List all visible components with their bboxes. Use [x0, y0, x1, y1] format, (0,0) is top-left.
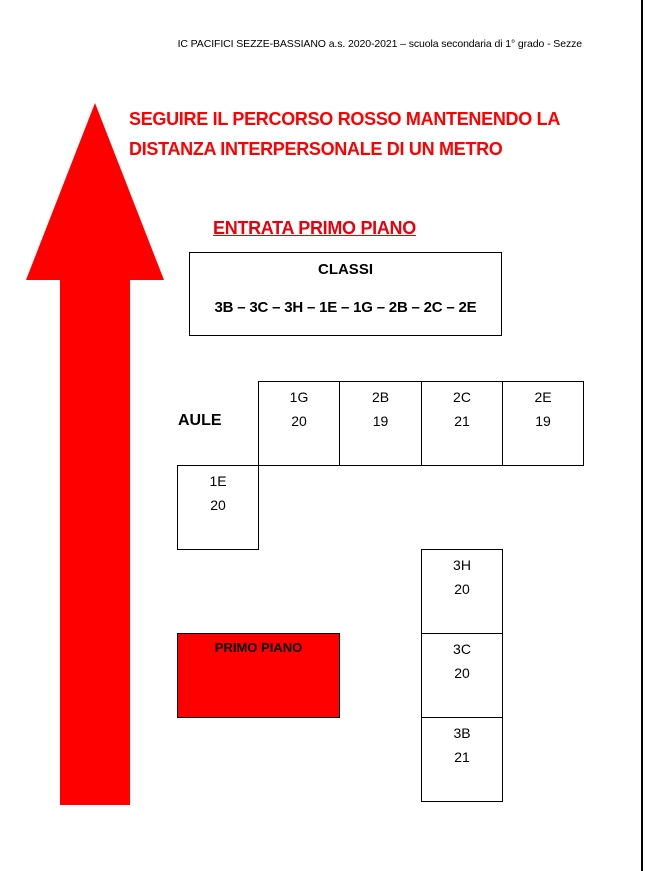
classes-box: [189, 252, 502, 336]
route-instructions: [129, 104, 599, 164]
room-count: 20: [454, 665, 470, 681]
room-count: 21: [454, 749, 470, 765]
page-right-border: [641, 0, 643, 871]
room-name: 2E: [534, 389, 552, 405]
room-count: 20: [210, 497, 226, 513]
room-name: 3B: [453, 725, 471, 741]
first-floor-label: PRIMO PIANO: [214, 640, 303, 655]
room-name: 3H: [453, 557, 471, 573]
room-name: 3C: [453, 641, 471, 657]
room-3c: [421, 633, 503, 718]
room-1g: [258, 381, 340, 466]
room-3b: [421, 717, 503, 802]
room-1e: [177, 465, 259, 550]
room-count: 19: [372, 413, 389, 429]
instructions-line-2: DISTANZA INTERPERSONALE DI UN METRO: [129, 139, 503, 159]
room-name: 1E: [209, 473, 227, 489]
room-count: 21: [454, 413, 470, 429]
room-3h: [421, 549, 503, 634]
rooms-label: AULE: [178, 412, 222, 429]
room-count: 20: [291, 413, 307, 429]
room-2c: [421, 381, 503, 466]
first-floor-block: [177, 633, 340, 718]
red-up-arrow-icon: [25, 103, 165, 808]
entry-title: ENTRATA PRIMO PIANO: [213, 218, 416, 238]
room-name: 2B: [371, 389, 390, 405]
room-name: 1G: [289, 389, 309, 405]
room-name: 2C: [453, 389, 471, 405]
classes-list: 3B – 3C – 3H – 1E – 1G – 2B – 2C – 2E: [214, 299, 477, 316]
room-2b: [339, 381, 422, 466]
classes-title: CLASSI: [317, 261, 373, 278]
room-count: 19: [535, 413, 551, 429]
room-count: 20: [454, 581, 470, 597]
instructions-line-1: SEGUIRE IL PERCORSO ROSSO MANTENENDO LA: [129, 109, 561, 129]
room-2e: [502, 381, 584, 466]
document-header: IC PACIFICI SEZZE-BASSIANO a.s. 2020-2021 – scuola secondaria di 1° grado - Sezze: [177, 38, 582, 50]
